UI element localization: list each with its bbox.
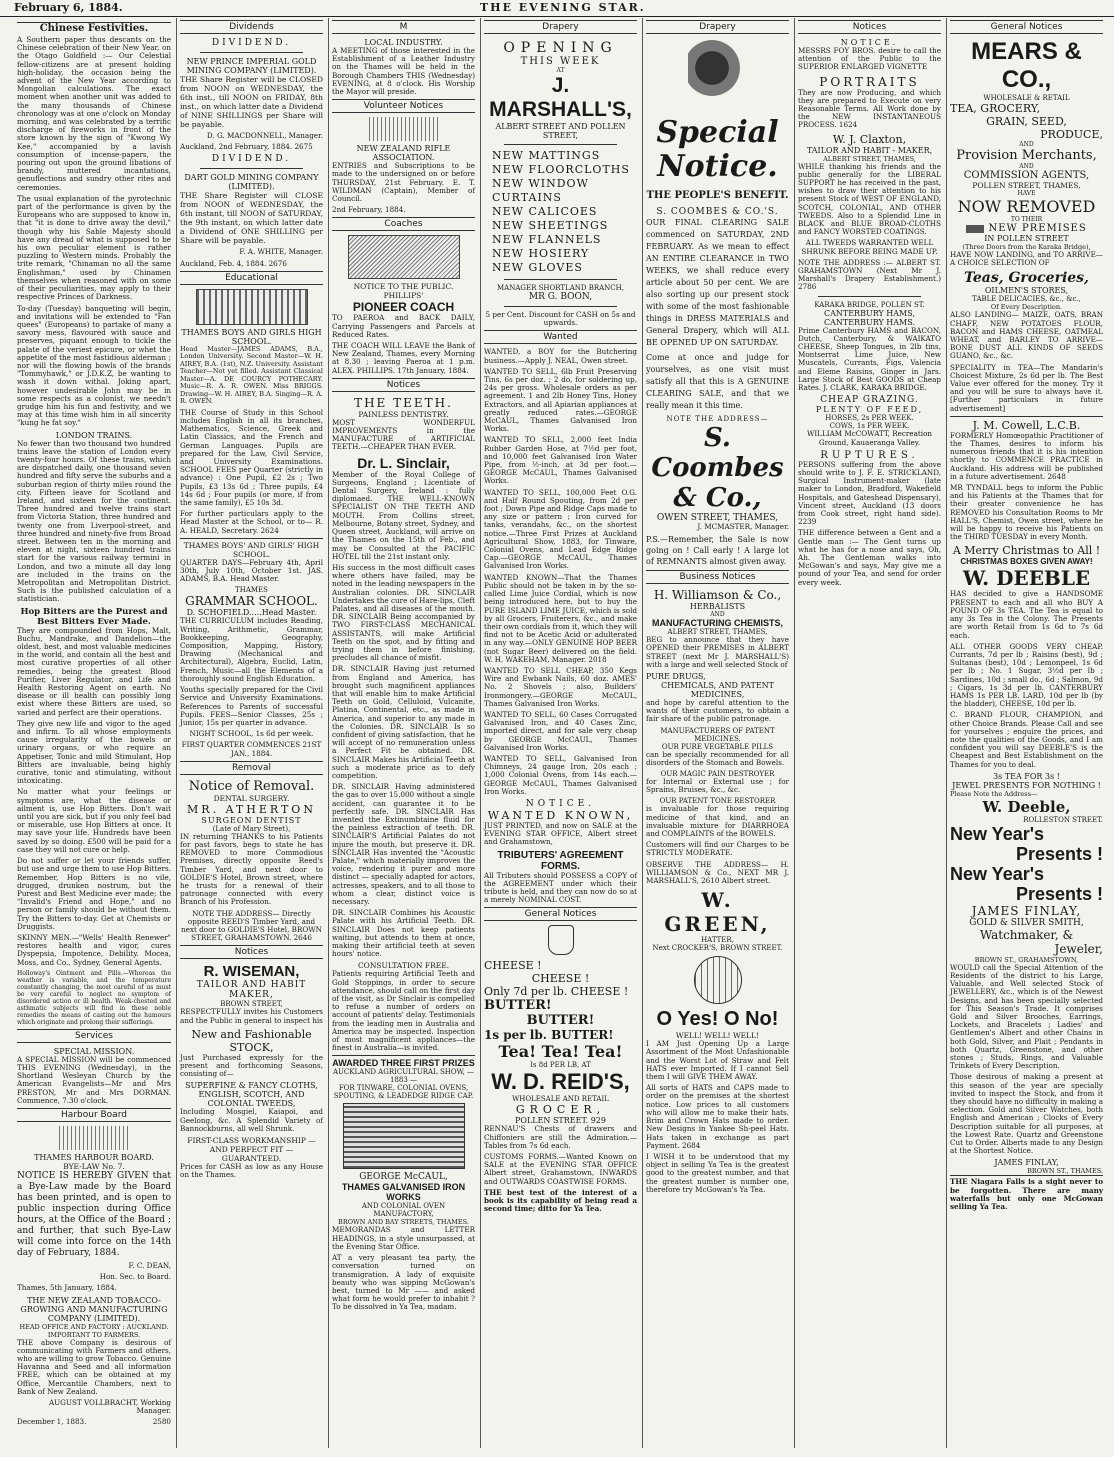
ad-line: CHEESE ! [531,972,590,986]
ad-line: 1s per lb. BUTTER! [484,1028,614,1043]
ad-text: Head Master—JAMES ADAMS, B.A., London University. Second Master—W. H. AIREY, B.A. (1st), N.Z. University. Assistant Teacher—Not yet filled. Assistant Classical Master—A. DE COURCY POTHECARY. Music—R. A. R. OWEN. Miss BRIGGS. Drawing—W. H. AIREY, B.A. Singing—R. A. R. OWEN. [180,344,323,406]
signature: D. G. MACDONNELL, Manager. [206,131,323,140]
ad-subtitle: POLLEN STREET, THAMES, [972,181,1081,190]
ad-subtitle: NEW PRINCE IMPERIAL GOLD MINING COMPANY (LIMITED). [186,57,317,75]
crest-icon [59,1126,129,1150]
article-text: The usual explanation of the pyrotechnic part of the performance is given by the Europeans who are supposed to know in, that "it is done to drive away the devil," though why his Sable Majesty should have any dread of what is supposed to be his own peculiar element is rather puzzling to Western minds. Probably the trite remark, "Chinaman no all the same Englishman," used by Chinamen themselves when reasoned with on some of their peculiarities, may apply to their respective Princes of Darkness. [17,193,171,302]
ad-title: NEW ZEALAND RIFLE ASSOCIATION. [356,144,451,163]
ad-title: New Year's [950,823,1045,844]
signature: F. A. WHITE, Manager. [239,247,323,257]
ad-text: ALSO LANDING— MAIZE, OATS, BRAN CHAFF, NEW POTATOES FLOUR, BACON and HAMS CHEESE, OATMEAL WHEAT, and BARLEY TO ARRIVE— BONE DUST ALL KINDS OF SEEDS GUANO, &c., &c. [950,310,1103,361]
ad-subtitle: JEWEL PRESENTS FOR NOTHING ! [952,780,1101,790]
ad-text: A SPECIAL MISSION will be commenced THIS EVENING (Wednesday), in the Shortland Wesleyan Church by the American Evangelists—Mr and Mrs PRESTON, Mr and Mrs DORMAN. Commence, 7.30 o'clock. [17,1054,171,1105]
ad-subtitle: S. COOMBES & CO.'S. [656,207,779,217]
ad-title: THAMES HARBOUR BOARD. [34,1152,154,1162]
ad-subtitle: KARAKA BRIDGE, POLLEN ST. [814,300,925,309]
ad-text: THE Course of Study in this School includes English in all its branches, Mathematics, Science, Greek and Latin Classics, and the French and German Languages. Pupils are prepared for the Law, Civil Service, and University Examinations. SCHOOL FEES per Quarter (strictly in advance) : One Pupil, £2 2s ; Two Pupils, £3 13s 6d ; Three pupils, £4 14s 6d ; Four pupils (or more, if from the same family), £5 10s 3d. [180,407,323,508]
ad-text: MOST WONDERFUL IMPROVEMENTS in the MANUFACTURE of ARTIFICIAL TEETH.—CHEAPER THAN EVER. [332,417,475,452]
issue-date: February 6, 1884. [14,1,123,14]
ad-title: DIVIDEND. [211,154,292,165]
ad-text: I AM Just Opening Up a Large Assortment of the Most Unfashionable and the Worst Lot of Straw and Felt HATS ever Imported. If I cannot Sell them I will GIVE THEM AWAY. [646,1039,789,1082]
pointing-hand-icon [548,925,574,955]
ad-subtitle: Jeweler, [1054,941,1103,956]
ad-text: C. BRAND FLOUR, CHAMPION, and other Choice Brands. Please Call and see for yourselves ; enquire the prices, and note the qualities of the Goods, and I am confident you will say DEEBLE'S is the Cheapest and Best Establishment on the Thames for you to deal. [950,710,1103,769]
list-item: NEW GLOVES [492,261,583,274]
ad-title: W. GREEN, [664,888,771,937]
ad-line: BUTTER! [484,998,552,1014]
ad-title: Presents ! [1015,843,1103,864]
signature: Hon. Sec. to Board. [99,1272,171,1282]
column-1 [14,18,174,1448]
ad-text: THE COACH WILL LEAVE the Bank of New Zealand, Thames, every Morning at 8.30 ; leaving Paeroa at 1 p.m. ALEX. PHILLIPS. 17th January, 1884. [332,341,475,375]
ad-title: R. WISEMAN, [203,963,300,981]
ad-subtitle: COWS, 1s PER WEEK. [829,422,910,431]
ad-title: WANTED KNOWN, [487,808,634,822]
column-7 [946,18,1106,1448]
signature: JAMES FINLAY, [994,1158,1059,1168]
ad-subtitle: WELL! WELL! WELL! [675,1031,760,1041]
ad-text: THE difference between a Gent and a Gentle man :— The Gent turns up what he has for a nose and says, Oh, Ah. The Gentleman walks into McGowan's and says, May give me a pound of your Tea, and send for order every week. [798,528,941,587]
column-3 [328,18,478,1448]
ad-title: Provision Merchants, [956,148,1097,163]
signature: F. C. DEAN, [128,1260,171,1270]
ad-text: Holloway's Ointment and Pills.—Whereas the weather is variable, and the temperature constantly changing, the most careful of us must be very careful to neglect no symptom of disordered action or ill health. Weak-chested and asthmatic subjects will find in these noble remedies the means of casting out the humours which originate and prolong their sufferings. [17,969,171,1026]
ad-line: CHEMICALS, AND PATENT MEDICINES, [660,681,774,700]
ad-subtitle: AND COLONIAL OVEN MANUFACTORY, [361,1202,446,1219]
ad-subtitle: AUCKLAND AGRICULTURAL SHOW, — 1883 — [332,1068,475,1085]
ad-subtitle: ALBERT STREET AND POLLEN STREET, [495,122,626,140]
ad-text: MR TYNDALL begs to inform the Public and his Patients at the Thames that for their greater convenience he has REMOVED his Consultation Rooms to Mr HALL'S, Chemist, Owen street, where he will be happy to receive his Patients on the THIRD TUESDAY in every Month. [950,483,1103,542]
ad-text: THE above Company is desirous of communicating with Farmers and others, who are willing to grow Tobacco. Genuine Havanna and Seed and all information FREE, which can be obtained at my Office, Mercantile Chambers, next to Bank of New Zealand. [17,1337,171,1396]
section-header: Notices [798,20,941,34]
ad-title: O Yes! O No! [656,1008,779,1031]
ad-subtitle: FOR TINWARE, COLONIAL OVENS, SPOUTING, & LEADEDGE RIDGE CAP. [333,1084,474,1101]
section-header: Wanted [484,330,637,344]
ad-title: GRAMMAR SCHOOL. [185,594,318,609]
ad-title: NOW REMOVED [957,197,1096,216]
ad-text: SPECIALITY in TEA—The Mandarin's Choicest Mixture, 2s 6d per lb. The Best Value ever offered for the money. Try it and you will be sure to always have it. [Further particulars in future advertisement] [950,362,1103,413]
section-header: Educational [180,271,323,285]
article-text: To-day (Tuesday) banqueting will begin, and invitations will be extended to "Fan quees" (Europeans) to partake of many a savory mess, flavoured with sauce and preserves, piquant enough to tickle the palate of the veriest epicure, or whet the appetite of the most fastidious alderman ; nor will the flowing bowls of the brands "Tommyhawk," or J.D.K.Z, be wanting to wash it down withal. Joking apart, however undesirable John may be in some respects as a colonist, we needn't grudge him his fun and festivity, and we may at this time wish him in all sincerity "kung he fat soy." [17,303,171,428]
ad-text: SKINNY MEN.—"Wells' Health Renewer" restores health and vigor, cures Dyspepsia, Impotence, Debility. Mocea, Moss, and Co., Sydney, General Agents. [17,932,171,967]
ad-title: New Year's [950,863,1045,884]
ad-line: CHEESE ! [484,959,542,973]
pointing-hand-icon [966,225,984,233]
date-line: 2nd February, 1884. [332,205,406,215]
ad-subtitle: NOTICE TO THE PUBLIC. [353,282,454,292]
ad-text: Those desirous of making a present at this season of the year are specially invited to inspect the Stock, and from it they should have no difficulty in making a selection. Gold and Silver Watches, both English and American ; Clocks of Every Description suitable for all purposes, at the Lowest Rate. Quartz and Greenstone Cut to Order. Alberts made to any Design at the Shortest Notice. [950,1072,1103,1156]
ad-text: AT a very pleasant tea party, the conversation turned on transmigration. A lady of exquisite beauty who was sipping McGowan's best, turned to Mr —— and asked what form he would prefer to inhabit ? To be dissolved in Ya Tea, madam. [332,1253,475,1312]
ad-title: W. Deeble, [982,797,1071,816]
ad-subtitle: THIS WEEK [520,56,601,67]
ad-text: THE Share Register will be CLOSED from NOON on WEDNESDAY, the 6th inst., till NOON on FRIDAY, 8th inst., on which latter date a Dividend of NINE SHILLINGS per Share will be payable. [180,75,323,129]
ad-subtitle: CONSULTATION FREE. [357,961,450,971]
ad-text: THE Niagara Falls is a sight never to be forgotten. There are many waterfalls but only one McGowan selling Ya Tea. [950,1177,1103,1212]
ad-subtitle: (Late of Mary Street), [212,824,291,833]
ad-text: QUARTER DAYS—February 4th, April 30th, July 10th, October 1st. JAS. ADAMS, B.A. Head Master. [180,557,323,584]
ad-text: Prices for CASH as low as any House on the Thames. [180,1161,323,1180]
ad-title: New and Fashionable STOCK, [191,1027,312,1054]
ad-text: Just Purchased expressly for the present and forthcoming Seasons, consisting of— [180,1052,323,1079]
ad-title: MANUFACTURING CHEMISTS, [652,618,783,629]
ad-text: WANTED, a BOY for the Butchering business.—Apply J. NEAL, Owen street. [484,347,637,365]
ad-text: All Tributers should POSSESS a COPY of the AGREEMENT under which their tribute is held, and they can now do so at a merely NOMINAL COST. [484,870,637,905]
ad-subtitle: ALBERT STREET, THAMES, [667,628,768,637]
ad-text: Youths specially prepared for the Civil Service and University Examinations. References to Parents of successful Pupils. FEES—Senior Classes, 25s ; Junior, 15s per quarter in advance. [180,685,323,727]
ad-text: OUR FINAL CLEARING SALE commenced on SATURDAY, 2ND FEBRUARY. As we mean to effect AN ENTIRE CLEARANCE in TWO WEEKS, we shall reduce every article about 50 per cent. We are also sorting up our present stock with some of the most fashionable things in DRESS MATERIALS and General Drapery, which will ALL BE OPENED UP ON SATURDAY. [646,218,789,347]
ad-text: They are now Producing, and which they are prepared to Execute on very Reasonable Terms. All Work done by the NEW INSTANTANEOUS PROCESS. 1624 [798,87,941,130]
ad-text: For further particulars apply to the Head Master at the School, or to— R. A. HEALD, Secretary. 2624 [180,509,323,535]
masthead [0,0,1114,17]
ad-text: PERSONS suffering from the above should write to J. F. E. STRICKLAND, Surgical Instrument-maker (late maker to London, Bradford, Wakefield Hospitals, and Gateshead Dispensary), Vincent street, Auckland (13 doors from Cook street, right hand side). 2239 [798,459,941,527]
ad-title: THE NEW ZEALAND TOBACCO-GROWING AND MANUFACTURING COMPANY (LIMITED). [20,1295,168,1323]
hat-icon [694,956,742,1004]
section-header: Notices [180,945,323,959]
section-header: Dividends [180,20,323,34]
ad-subtitle: BYE-LAW No. 7. [63,1161,125,1171]
ad-title: J. MARSHALL'S, [489,74,632,121]
ad-text: MEMORANDAS and LETTER HEADINGS, in a style unsurpassed, at the Evening Star Office. [332,1225,475,1251]
article-text: No fewer than two thousand two hundred trains leave the station of London every twenty-four hours. Of these trains, which are dispatched daily, one thousand seven hundred and fifty serve the suburbs and a suburban region of thirty miles round the city. Fifteen leave for Scotland and Ireland, and sixteen for the continent. Three hundred and twelve trains start from Victoria Station, three hundred and twenty one from Liverpool-street, and three hundred and ninety-five from Broad street. Between ten in the morning and eleven at night, sixteen hundred trains start for the various railway termini in London, and two a minute all day long are included in the trains on the Metropolitan and Metropolitan District. Such is the published calculation of a statistician. [17,438,171,604]
ad-text: NOTE THE ADDRESS :— ALBERT ST. GRAHAMSTOWN (Next Mr J. Marshall's Drapery Establishment.) 2786 [798,257,941,292]
ad-text: THE Share Register will CLOSE from NOON of WEDNESDAY, the 6th instant, till NOON of SATURDAY, the 9th instant, on which latter date a Dividend of ONE SHILLING per Share will be payable. [180,191,323,246]
ad-line: Only 7d per lb. CHEESE ! [484,985,629,999]
ad-title: GEORGE McCAUL, [359,1172,448,1183]
column-5 [642,18,792,1448]
ad-text: THE CURRICULUM includes Reading, Writing, Arithmetic, Grammar, Bookkeeping, Geography, Composition, Mapping, History, Drawing (Mechanical and Architectural), Algebra, Euclid, Latin, French, Music—all the Elements of a thoroughly sound English Education. [180,616,323,683]
ad-title: LOCAL INDUSTRY. [364,38,443,47]
ad-text: NOTICE IS HEREBY GIVEN that a Bye-Law made by the Board has been printed, and is open to public inspection during Office hours, at the Office of the Board ; and further, that such Bye-Law will come into force on the 14th day of February, 1884. [17,1170,171,1258]
date-line: Thames, 5th January, 1884. [17,1283,117,1293]
ad-subtitle: IN POLLEN STREET [984,234,1069,243]
ad-text: TO PAEROA and BACK DAILY, Carrying Passengers and Parcels at Reduced Rates. [332,313,475,339]
ad-text: WILLIAM McCOWATT, Recreation Ground, Kauaeranga Valley. [806,429,933,447]
ad-title: COMMISSION AGENTS, [963,170,1090,181]
ad-subtitle: WHOLESALE AND RETAIL [512,1095,609,1104]
paper-title: THE EVENING STAR. [480,1,646,14]
ad-text: DR. SINCLAIR Combines his Acoustic Palate with his Artificial Teeth. DR. SINCLAIR Does not keep patients waiting, but attends to them at once, making their artificial teeth at seven hours' notice. [332,908,475,959]
list-item: NEW FLANNELS [492,233,602,246]
ad-text: P.S.—Remember, the Sale is now going on ! Call early ! A large lot of REMNANTS almost given away. [646,535,789,567]
ad-subtitle: Is 8d PER LB, AT [530,1061,591,1070]
ad-subtitle: ALBERT STREET, THAMES, [823,154,916,163]
date-line: Auckland, 2nd February, 1884. 2675 [180,142,313,152]
ad-title: TRIBUTERS' AGREEMENT FORMS. [497,849,624,872]
ad-text: OBSERVE THE ADDRESS— H. WILLIAMSON & Co., NEXT MR J. MARSHALL'S, 2610 Albert street. [646,859,789,886]
ad-subtitle: PAINLESS DENTISTRY. [358,409,449,419]
ad-subtitle: PLENTY OF FEED, [815,405,924,415]
section-header: Removal [180,761,323,775]
ad-title: W. D. REID'S, [491,1069,630,1095]
ad-subtitle: HERBALISTS [689,602,746,612]
ad-subtitle: HATTER, [701,936,734,945]
ad-title: CHEAP GRAZING. [820,395,919,406]
ad-title: DIVIDEND. [211,38,292,48]
ad-subtitle: BROWN STREET, [220,1000,283,1009]
column-4 [480,18,640,1448]
article-title: LONDON TRAINS. [55,430,133,440]
ad-subtitle: IMPORTANT TO FARMERS. [47,1330,141,1339]
section-header: General Notices [950,20,1103,34]
ad-text: MESSRS FOY BROS. desire to call the attention of the Public to the SUPERIOR ENLARGED VIGNETTE [798,46,941,72]
ad-subtitle: PHILLIPS' [383,291,424,301]
ad-text: WANTED KNOWN—That the Thames Public should not be taken in by the so-called Lime Juice Cordial, which is now being introduced here, but to buy the PURE ISLAND LIME JUICE, which is sold by all Grocers, Fruiterers, &c., and make their own cordials from it, which they will find not to be Acetic Acid or adulterated in any way.—ONLY GENUINE HOP BEER (not Sugar Beer) delivered on the field. W. H. WAKEHAM, Manager. 2018 [484,572,637,664]
ad-title: OPENING [503,40,618,56]
ad-text: A MEETING of those interested in the Establishment of a Leather Industry on the Thames will be held in the Borough Chambers THIS (Wednesday) EVENING, at 8 o'clock. His Worship the Mayor will preside. [332,46,475,97]
ad-subtitle: AND [710,611,725,619]
ad-subtitle: MANAGER SHORTLAND BRANCH, [496,284,624,292]
list-item: NEW HOSIERY [492,247,590,260]
ad-title: PIONEER COACH [352,300,455,315]
ad-line: PURE DRUGS, [646,672,706,682]
ad-line: GRAIN, SEED, [986,115,1067,128]
crest-icon [369,117,439,141]
section-header: Drapery [484,20,637,34]
ad-subtitle: TO THEIR [1010,216,1043,223]
section-header: Business Notices [646,570,789,584]
signature: BROWN ST., THAMES. [1027,1167,1103,1176]
ad-text: Member of the Royal College of Surgeons, England ; Licentiate of Dental Surgery, Ireland : fully diplomaed. THE WELL-KNOWN SPECIALIST ON THE TEETH AND MOUTH. From Collins street, Melbourne, Botany street, Sydney, and Queen street, Auckland, will arrive on the Thames on the 15th of Feb., and may be Consulted at the PACIFIC HOTEL till the 21st instant only. [332,469,475,561]
ad-title: JAMES FINLAY, [971,903,1082,918]
ad-subtitle: 3s TEA FOR 3s ! [993,771,1060,781]
section-header: General Notices [484,907,637,921]
ad-title: Special Notice. [656,115,779,184]
ad-subtitle: NOTE THE ADDRESS— [666,415,769,423]
list-item: NEW MATTINGS [492,149,601,162]
ad-subtitle: SURGEON DENTIST [201,815,302,825]
section-header: Services [17,1029,171,1043]
list-item: NEW WINDOW CURTAINS [492,177,589,204]
pointing-hand-icon [688,40,748,110]
ad-subtitle: AT [556,67,565,74]
column-6 [794,18,944,1448]
ad-text: can be specially recommended for all disorders of the Stomach and Bowels. [646,749,789,767]
ad-subtitle: AND [1019,163,1034,170]
ad-subtitle: BROWN ST., GRAHAMSTOWN, [974,955,1079,964]
ad-line: PRODUCE, [1040,128,1103,141]
ad-title: Dr. L. Sinclair, [357,454,450,471]
ad-text: ENTRIES and Subscriptions to be made to the undersigned on or before THURSDAY, 21st February. E. T. WILDMAN (Captain), Member of Council. [332,161,475,204]
ad-subtitle: ROLLESTON STREET. [1023,815,1103,824]
ad-subtitle: AND [1019,141,1034,148]
article-text: A Southern paper thus descants on the Chinese celebration of their New Year, on the Otago Goldfield :— Our Celestial fellow-citizens are at present holding high-holiday, the occasion being the advent of the New Year according to Mongolian calculations. The exact moment when another unit was added to the many thousands of Chinese chronology was at one o'clock on Monday morning, and was celebrated by a terrific discharge of fireworks in front of the store known by the sign of "Kwong Wy Kee," accompanied by a lavish consumption of incense-papers, the pouring out upon the ground libations of brandy, muttered incantations, genuflections and sundry other rites and ceremonies. [17,35,171,192]
ad-text: Come at once and judge for yourselves, as one visit must satisfy all that this is A GENUINE CLEARING SALE, and that we really mean it this time. [646,353,789,410]
ad-text: THE best test of the interest of a book is its capability of being read a second time; ditto for Ya Tea. [484,1187,637,1214]
ad-text: WANTED TO SELL, 2,000 feet India Rubber Garden Hose, at 7½d per foot, and 10,000 feet Galvanised Iron Water Pipe, from ½-inch, at 3d per foot.—GEORGE McCAUL, Thames Galvanised Works. [484,435,637,486]
ad-subtitle: OUR PURE VEGETABLE PILLS [661,742,774,751]
ad-text: WANTED TO SELL CHEAP, 350 Kegs Wire and Ewbank Nails, 60 doz. AMES' No. 2 Shovels ; also, Builders' Ironmongery.—GEORGE McCAUL, Thames Galvanised Iron Works. [484,665,637,708]
ad-title: AWARDED THREE FIRST PRIZES [332,1055,475,1068]
ad-subtitle: CHRISTMAS BOXES GIVEN AWAY! [960,557,1093,567]
ad-title: THAMES BOYS' AND GIRLS' HIGH SCHOOL. [180,538,323,559]
ad-text: NIGHT SCHOOL, 1s 6d per week. [189,729,314,739]
ad-subtitle: MR G. BOON, [528,292,593,302]
ad-text: They are compounded from Hops, Malt, Buchu, Mandrake, and Dandelion—the oldest, best, and most valuable medicines in the world, and contain all the best and most curative properties of all other remedies, being the greatest Blood Purifier, Liver Regulator, and Life and Health Restoring Agent on earth. No disease or ill health can possibly long exist where these Bitters are used, so varied and perfect are their operations. [17,625,171,717]
section-header: Notices [332,378,475,392]
section-header: Volunteer Notices [332,99,475,113]
ad-subtitle: (Three Doors from the Karaka Bridge), [962,243,1091,251]
ad-title: MR. ATHERTON [187,802,316,816]
ad-subtitle: GOLD & SILVER SMITH, [969,917,1084,928]
column-2 [176,18,326,1448]
ad-text: ALL TWEEDS WARRANTED WELL SHRUNK BEFORE BEING MADE UP. [801,238,938,256]
ad-title: THE PEOPLE'S BENEFIT. [646,190,789,201]
ad-line: TEA, GROCERY, [950,102,1041,115]
ad-title: A Merry Christmas to All ! [952,544,1101,558]
ad-text: RESPECTFULLY invites his Customers and the Public in general to inspect his [180,1007,323,1025]
ad-title: THAMES BOYS AND GIRLS HIGH SCHOOL. [181,327,322,346]
ad-title: H. Williamson & Co., [653,588,782,603]
ad-line: BUTTER! [526,1013,595,1029]
ad-text: FIRST QUARTER COMMENCES 21ST JAN., 1884. [181,740,322,758]
ad-text: FORMERLY Homœopathic Practitioner of the Thames, desires to inform his numerous friends that it is his intention shortly to COMMENCE PRACTICE in Auckland. His address will be published in a future advertisement. 2648 [950,430,1103,481]
ad-subtitle: D. SCHOFIELD.....Head Master. [186,608,317,618]
ad-subtitle: GROCER, [515,1103,606,1117]
section-header: Drapery [646,20,789,34]
ad-subtitle: OILMEN'S STORES, [984,286,1069,296]
section-header: M [332,20,475,34]
ad-text: is invaluable for those requiring medicine of that kind, and an invaluable mixture for DIARRHOEA and COMPLAINTS of the BOWELS. [646,804,789,839]
ad-subtitle: TAILOR AND HABIT - MAKER, [806,145,933,155]
ad-text: WOULD call the Special Attention of the Residents of the district to his Large, Valuable, and Well selected Stock of JEWELLERY, &c., which is of the Newest Designs, and has been specially selected for This Season's Trade. It comprises Gold and Silver Brooches, Earrings, Lockets, and Bracelets ; Ladies' and Gentlemen's Albert and other Chains in both Gold, Silver, and Plait ; Pendants in both Quartz, Greenstone, and other stones ; Studs, Rings, and Valuable Trinkets of Every Description. [950,962,1103,1071]
section-header: Harbour Board [17,1108,171,1122]
ad-text: WANTED TO SELL, Galvanised Iron Chimneys, 24 gauge Iron, 20s each ; 1,000 Colonial Ovens, from 14s each.—GEORGE McCAUL, Thames Galvanised Iron Works. [484,753,637,796]
ad-title: MEARS & CO., [971,38,1082,93]
ad-text: No matter what your feelings or symptoms are, what the disease or ailment is, use Hop Bitters. Don't wait until you are sick, but if you only feel bad or miserable, use Hop Bitters at once. It may save your life. Hundreds have been saved by so doing. £500 will be paid for a case they will not cure or help. [17,787,171,854]
date-line: December 1, 1883. 2580 [17,1417,171,1427]
ad-subtitle: WHOLESALE & RETAIL [983,94,1070,102]
ad-title: THAMES [235,586,268,595]
ad-subtitle: FIRST-CLASS WORKMANSHIP — AND PERFECT FIT — GUARANTEED. [187,1135,316,1163]
ad-text: His success in the most difficult cases where others have failed, may be noted in the leading newspapers in the Australian colonies. DR. SINCLAIR Undertakes the cure of Hare-lips, Cleft Palates, and all diseases of the mouth. DR. SINCLAIR Being accompanied by TWO FIRST-CLASS MECHANICAL ASSISTANTS, will make Artificial Teeth on the spot, and by fitting and trying them in before finishing, precludes all chance of misfit. [332,562,475,663]
ad-text: HAS decided to give a HANDSOME PRESENT to each and all who BUY A POUND OF 3s TEA. The Tea is equal to any 3s Tea in the Colony. The Presents are worth Retail from 1s 6d to 7s 6d each. [950,589,1103,640]
ad-subtitle: OUR PATENT TONE RESTORER [659,797,776,806]
ad-subtitle: HORSES, 2s PER WEEK. [825,414,914,423]
ad-title: Hop Bitters are the Purest and Best Bitters Ever Made. [20,606,168,627]
ad-title: SPECIAL MISSION. [53,1046,135,1056]
ad-title: NEW PREMISES [950,223,1103,234]
ad-text: DR. SINCLAIR Having just returned from England and America, has brought such magnificent appliances that will enable him to make Artificial Teeth on Gold, Celluloid, Vulcanite, Platina, Continental, etc., as made in America, and superior to any made in the Colonies. DR. SINCLAIR Is so confident of giving satisfaction, that he will accept of no remuneration unless a Perfect Fit be obtained. DR. SINCLAIR Makes his Artificial Teeth at such a moderate price as to defy competition. [332,664,475,780]
coach-icon [348,235,460,279]
ad-text: WANTED TO SELL, 6lb Fruit Preserving Tins, 6s per doz. ; 2 do, for soldering up, 24s per gross. Wholesale orders as per agreement. 1 and 2lb Honey Tins, Honey Extractors, and all Apiarian appliances at greatly reduced rates.—GEORGE McCAUL, Thames Galvanised Iron Works. [484,366,637,434]
ad-text: Including Mosgiel, Kaiapoi, and Geelong, &c. A Splendid Variety of Bannockburns, all well Shrunk. [180,1107,323,1133]
ad-text: DR. SINCLAIR Having administered the gas to over 15,000 without a single accident, can guarantee it to be perfectly safe. DR. SINCLAIR Has invented the Extinumbtaine fluid for the painless extraction of teeth. DR. SINCLAIR'S Artificial Palates do not injure the mouth, but preserve it. DR. SINCLAIR Has invented the "Acoustic Palate," which materially improves the voice, rendering it purer and more distinct — specially adapted for actors, actresses, speakers, and to all those to whom a clear, distinct voice is necessary. [332,782,475,907]
article-title: Chinese Festivities. [17,22,171,34]
ad-text: All sorts of HATS and CAPS made to order on the premises at the shortest notice. Low prices to all customers who will allow me to make their hats. Brim and Crown Hats made to order. New Designs in Yankee Sh-peel Hats. Hats taken in exchange as part Payment. 2684 [646,1083,789,1150]
ad-title: J. M. Cowell, L.C.B. [950,416,1103,432]
ad-text: HAVE NOW LANDING, and TO ARRIVE— A CHOICE SELECTION OF [950,250,1103,268]
section-header: Coaches [332,217,475,231]
ad-text: for Internal or External use ; for Sprains, Bruises, &c., &c. [646,777,789,795]
ad-title: THE TEETH. [354,395,453,410]
school-building-icon [196,289,308,325]
ad-subtitle: Next CROCKER'S, BROWN STREET. [652,944,783,953]
ad-title: NOTICE. [840,38,899,47]
ad-text: Prime Canterbury HAMS and BACON, Dutch, Canterbury, & WAIKATO CHEESE, Sheep Tongues, in 2lb tins, Montserrat Lime Juice, New Muscatels, Currants, Figs, Valencia and Eleme Raisins, Ginger in Jars. Large Stock of Best GOODS at Cheap Rates. J. CLARK, KARAKA BRIDGE. [798,325,941,393]
list-item: NEW SHEETINGS [492,219,609,232]
ad-text: ALL OTHER GOODS VERY CHEAP. Currants, 7d per lb ; Raisins (best), 9d ; Sultanas (best), 10d ; Lemonpeel, 1s 6d per lb ; No. 1 Sugar, 3½d per lb ; Sardines, 10d ; small do., 6d ; Salmon, 9d ; Cigars, 1s 3d per lb. CANTERBURY HAMS 1s PER LB. LARD, 10d per lb (by the bladder), CHEESE, 10d per lb. [950,641,1103,709]
ad-subtitle: BROWN AND BAY STREETS, THAMES. [338,1218,469,1227]
new-goods-list [484,149,637,275]
ad-text: NOTE THE ADDRESS— Directly opposite REED'S Timber Yard, and next door to GOLDIE'S Hotel, BROWN STREET, GRAHAMSTOWN. 2646 [181,908,322,943]
ad-title: CANTERBURY HAMS, CANTERBURY HAMS. [823,308,915,327]
ad-title: W. DEEBLE [962,566,1091,591]
ad-text: Customers will find our Charges to be STRICTLY MODERATE. [646,840,789,858]
ad-text: WHILE thanking his friends and the public generally for the LIBERAL SUPPORT he has received in the past, wishes to draw their attention to his present Stock of WEST OF ENGLAND, SCOTCH, COLONIAL, AND OTHER TWEEDS. Also to a Splendid Line in BLACK and BLUE BROAD-CLOTHS and FANCY WORSTED COATINGS. [798,161,941,237]
ad-title: Teas, Groceries, [964,270,1089,287]
ad-title: W. J. Claxton, [832,132,907,146]
signature: AUGUST VOLLBRACHT, Working Manager. [48,1397,171,1416]
ad-title: NOTICE. [525,798,596,809]
ad-text: IN returning THANKS to his Patients for past favors, begs to state he has REMOVED to more Commodious Premises, directly opposite Reed's Timber Yard, and next door to GOLDIE'S Hotel, Brown street, where he trusts for a renewal of their patronage connected with every Branch of his Profession. [180,831,323,907]
ad-text: WANTED TO SELL, 60 Cases Corrugated Galvanised Iron, and 40 Cases Zinc, imported direct, and for sale very cheap by GEORGE McCAUL, Thames Galvanised Iron Works. [484,709,637,752]
ad-title: S. Coombes & Co., [651,423,784,513]
stove-icon [343,1103,465,1169]
ad-text: I WISH it to be understood that my object in selling Ya Tea is the greatest good to the greatest number, and that the greatest number is number one, therefore try McGowan's Ya Tea. [646,1151,789,1194]
ad-subtitle: OWEN STREET, THAMES, [656,513,779,523]
ad-subtitle: HEAD OFFICE AND FACTORY : AUCKLAND. [19,1322,169,1331]
ad-subtitle: Please Note the Address— [950,789,1038,798]
ad-subtitle: TABLE DELICACIES, &c., &c., [972,295,1081,304]
ad-text: Patients requiring Artificial Teeth and Gold Stoppings, in order to secure attendance, should call on the first day of the visit, as Dr Sinclair is compelled to refuse a number of orders on account of patients' delay. Testimonials from the leading men in Australia and America may be inspected. Inspection of most magnificent appliances—the finest in Australia—is invited. [332,969,475,1053]
ad-title: RUPTURES. [820,449,919,461]
ad-text: BEG to announce that they have OPENED their PREMISES in ALBERT STREET (next Mr J. MARSHALL'S) with a large and well selected Stock of [646,635,789,669]
ad-text: JUST PRINTED, and now on SALE at the EVENING STAR OFFICE, Albert street and Grahamstown, [484,820,637,847]
ad-text: WANTED TO SELL, 100,000 Feet O.G. and Half Round Spouting, from 2d per foot ; Down Pipe and Ridge Caps made to any size or pattern ; Iron curved for tanks, verandahs, &c., on the shortest notice.—Three First Prizes at Auckland Agricultural Show, 1883, for Tinware, Colonial Ovens, and Lead Edge Ridge Cap.—GEORGE McCAUL, Thames Galvanised Iron Works. [484,487,637,571]
date-line: Auckland, Feb. 4, 1884. 2676 [180,258,287,268]
ad-title: Tea! Tea! Tea! [498,1042,623,1062]
ad-subtitle: HAVE [1017,190,1036,197]
ad-text: Do not suffer or let your friends suffer, but use and urge them to use Hop Bitters. Remember, Hop Bitters is no vile, drugged, drunken nostrum, but the Purest and Best Medicine ever made; the "Invalid's Friend and Hope," and no person or family should be without them. Try the Bitters to-day. Get at Chemists or Druggists. [17,856,171,931]
list-item: NEW FLOORCLOTHS [492,163,630,176]
ad-subtitle: Of Every Description. [990,303,1063,312]
ad-title: Presents ! [1015,883,1103,904]
ad-title: PORTRAITS [819,74,920,89]
ad-subtitle: Watchmaker, & [979,927,1074,942]
signature: J. MCMASTER, Manager. [697,522,789,531]
ad-text: and hope by careful attention to the wants of their customers, to obtain a fair share of the public patronage. [646,698,789,724]
ad-subtitle: MANUFACTURERS OF PATENT MEDICINES. [660,726,775,743]
ad-title: Notice of Removal. [188,778,315,794]
ad-subtitle: POLLEN STREET. 929 [515,1116,606,1126]
ad-text: 5 per Cent. Discount for CASH on 5s and upwards. [485,310,636,328]
ad-text: CUSTOMS FORMS.—Wanted Known on SALE at the EVENING STAR OFFICE Albert street, Grahamstown, INWARDS and OUTWARDS COASTWISE FORMS. [484,1152,637,1186]
ad-subtitle: DENTAL SURGERY. [213,793,290,803]
list-item: NEW CALICOES [492,205,598,218]
ad-subtitle: SUPERFINE & FANCY CLOTHS, ENGLISH, SCOTCH, AND COLONIAL TWEEDS, [185,1081,318,1109]
ad-subtitle: TAILOR AND HABIT MAKER, [196,980,307,1001]
ad-subtitle: DART GOLD MINING COMPANY (LIMITED). [184,173,319,192]
ad-text: RENNAU'S Chests of drawers and Chiffoniers are still the Admiration.—Tables from 7s 6d each. [484,1124,637,1150]
ad-title: THAMES GALVANISED IRON WORKS [341,1182,466,1203]
ad-text: They give new life and vigor to the aged and infirm. To all whose employments cause irregularity of the bowels or urinary organs, or who require an Appetiser, Tonic and mild Stimulant, Hop Bitters are invaluable, being highly curative, tonic and stimulating, without intoxicating. [17,718,171,786]
ad-subtitle: OUR MAGIC PAIN DESTROYER [660,770,775,779]
